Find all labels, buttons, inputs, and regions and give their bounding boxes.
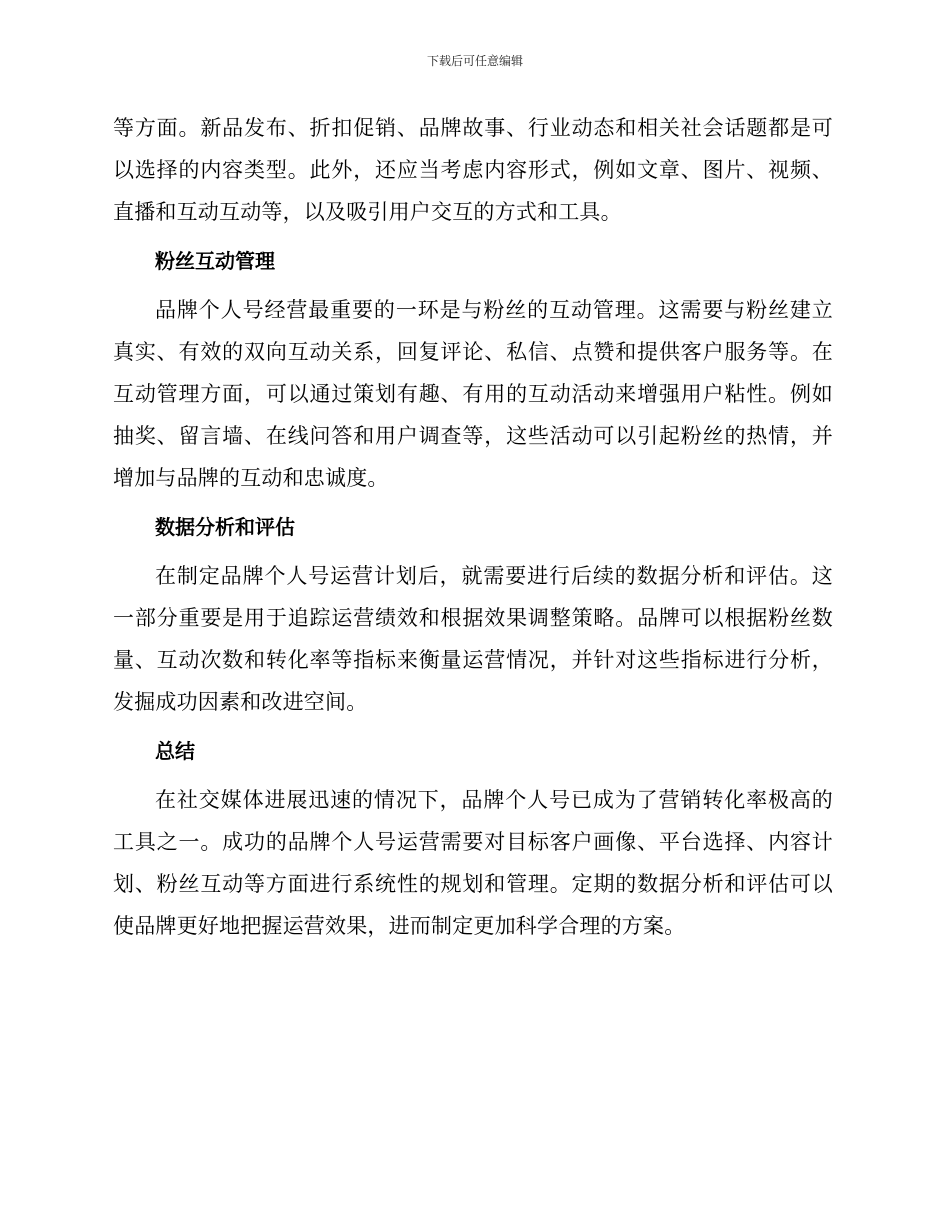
section-heading-data-analysis: 数据分析和评估	[155, 515, 295, 539]
page-header: 下载后可任意编辑	[426, 54, 523, 68]
section-paragraph-fan-interaction: 品牌个人号经营最重要的一环是与粉丝的互动管理。这需要与粉丝建立真实、有效的双向互动关系，回复评论、私信、点赞和提供客户服务等。在互动管理方面，可以通过策划有趣、有用的互动活动来增强用户粘性。例如抽奖、留言墙、在线问答和用户调查等，这些活动可以引起粉丝的热情，并增加与品牌的互动和忠诚度。	[113, 298, 833, 490]
section-paragraph-summary: 在社交媒体进展迅速的情况下，品牌个人号已成为了营销转化率极高的工具之一。成功的品牌个人号运营需要对目标客户画像、平台选择、内容计划、粉丝互动等方面进行系统性的规划和管理。定期的数据分析和评估可以使品牌更好地把握运营效果，进而制定更加科学合理的方案。	[113, 788, 833, 938]
section-paragraph-data-analysis: 在制定品牌个人号运营计划后，就需要进行后续的数据分析和评估。这一部分重要是用于追踪运营绩效和根据效果调整策略。品牌可以根据粉丝数量、互动次数和转化率等指标来衡量运营情况，并针对这些指标进行分析，发掘成功因素和改进空间。	[113, 564, 833, 714]
intro-paragraph: 等方面。新品发布、折扣促销、品牌故事、行业动态和相关社会话题都是可以选择的内容类型。此外，还应当考虑内容形式，例如文章、图片、视频、直播和互动互动等，以及吸引用户交互的方式和工具。	[113, 116, 833, 224]
section-heading-summary: 总结	[155, 739, 195, 763]
section-heading-fan-interaction: 粉丝互动管理	[155, 249, 275, 273]
document-body	[113, 107, 833, 947]
